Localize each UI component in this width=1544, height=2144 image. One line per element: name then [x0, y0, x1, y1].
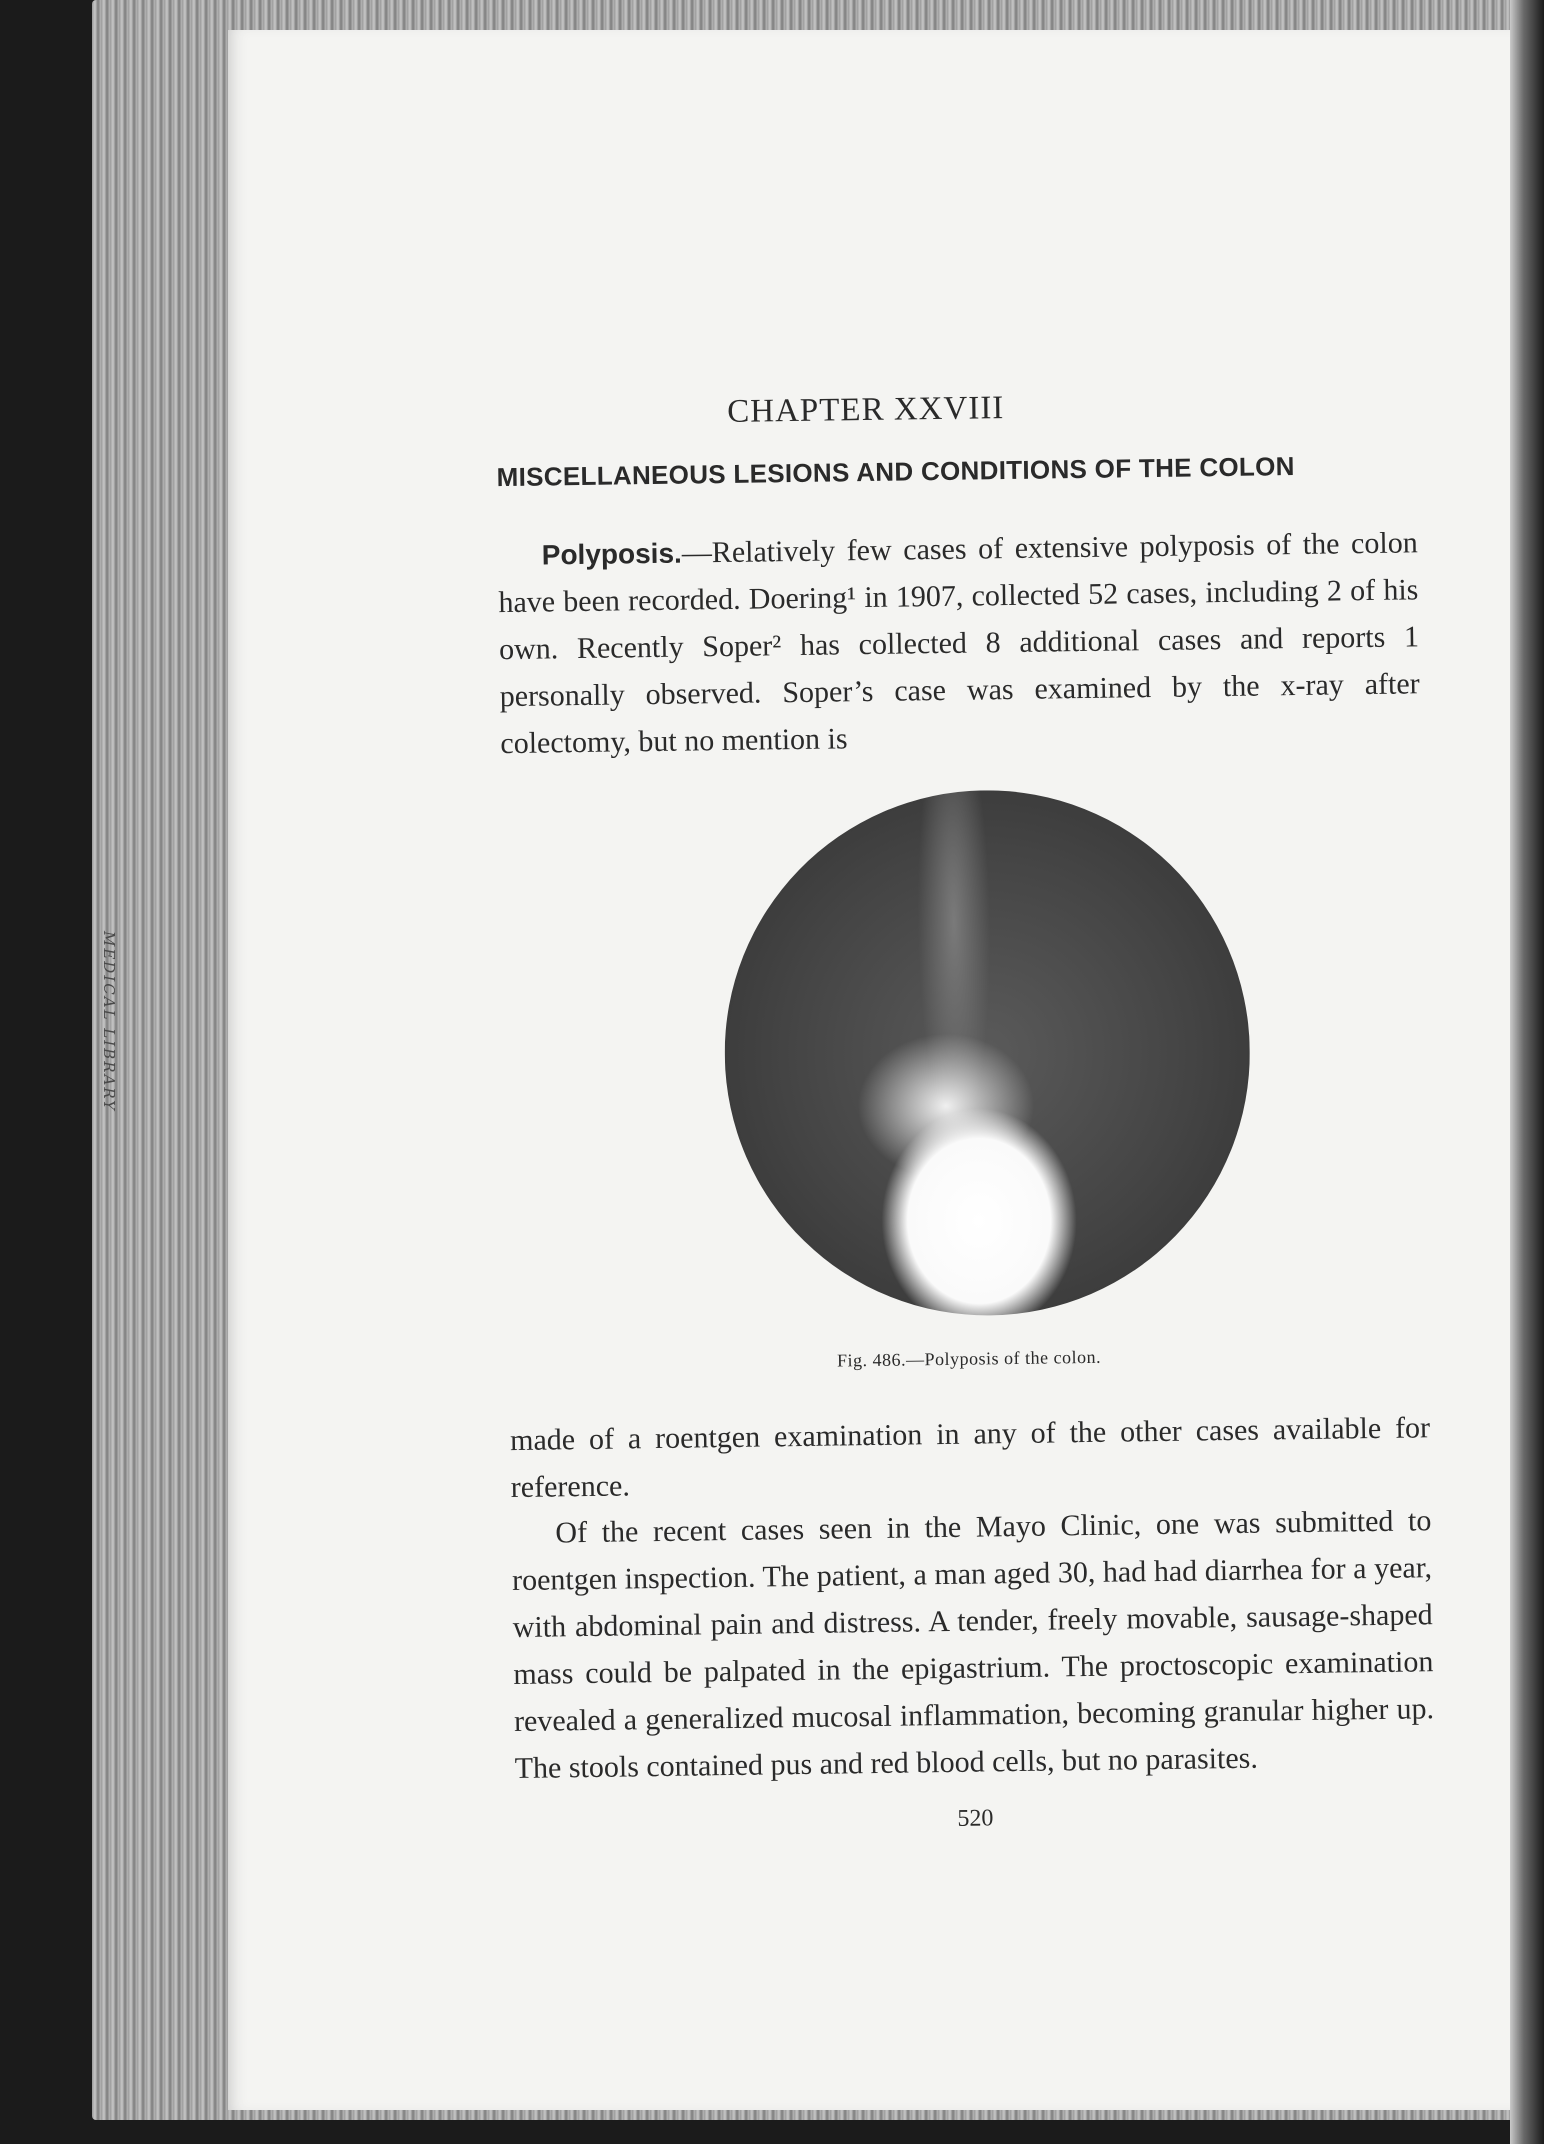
paragraph-polyposis: [497, 519, 1420, 767]
book-binding-shadow: [1510, 0, 1544, 2144]
paragraph-continuation: made of a roentgen examination in any of the other cases available for reference.: [509, 1411, 1431, 1505]
paragraph-lead: Polyposis.: [541, 537, 683, 571]
section-title: MISCELLANEOUS LESIONS AND CONDITIONS OF THE COLON: [496, 451, 1295, 493]
chapter-heading: CHAPTER XXVIII: [726, 390, 1005, 430]
library-stamp: MEDICAL LIBRARY: [100, 931, 118, 1113]
paragraph-mayo-clinic: Of the recent cases seen in the Mayo Clinic, one was submitted to roentgen inspection. The patient, a man aged 30, had had diarrhea for a year, with abdominal pain and distress. A tender, freely movable, sausage-shaped mass could be palpated in the epigastrium. The proctoscopic examination revealed a generalized mucosal inflammation, becoming granular higher up. The stools contained pus and red blood cells, but no parasites.: [511, 1504, 1435, 1786]
page-number: 520: [957, 1805, 994, 1832]
figure-caption: Fig. 486.—Polyposis of the colon.: [836, 1346, 1102, 1371]
paragraph-text: —Relatively few cases of extensive polyposis of the colon have been recorded. Doering¹ in 1907, collected 52 cases, including 2 of his own. Recently Soper² has collected 8 additional cases and reports 1 personally observed. Soper’s case was examined by the x-ray after colectomy, but no mention is: [498, 526, 1420, 761]
